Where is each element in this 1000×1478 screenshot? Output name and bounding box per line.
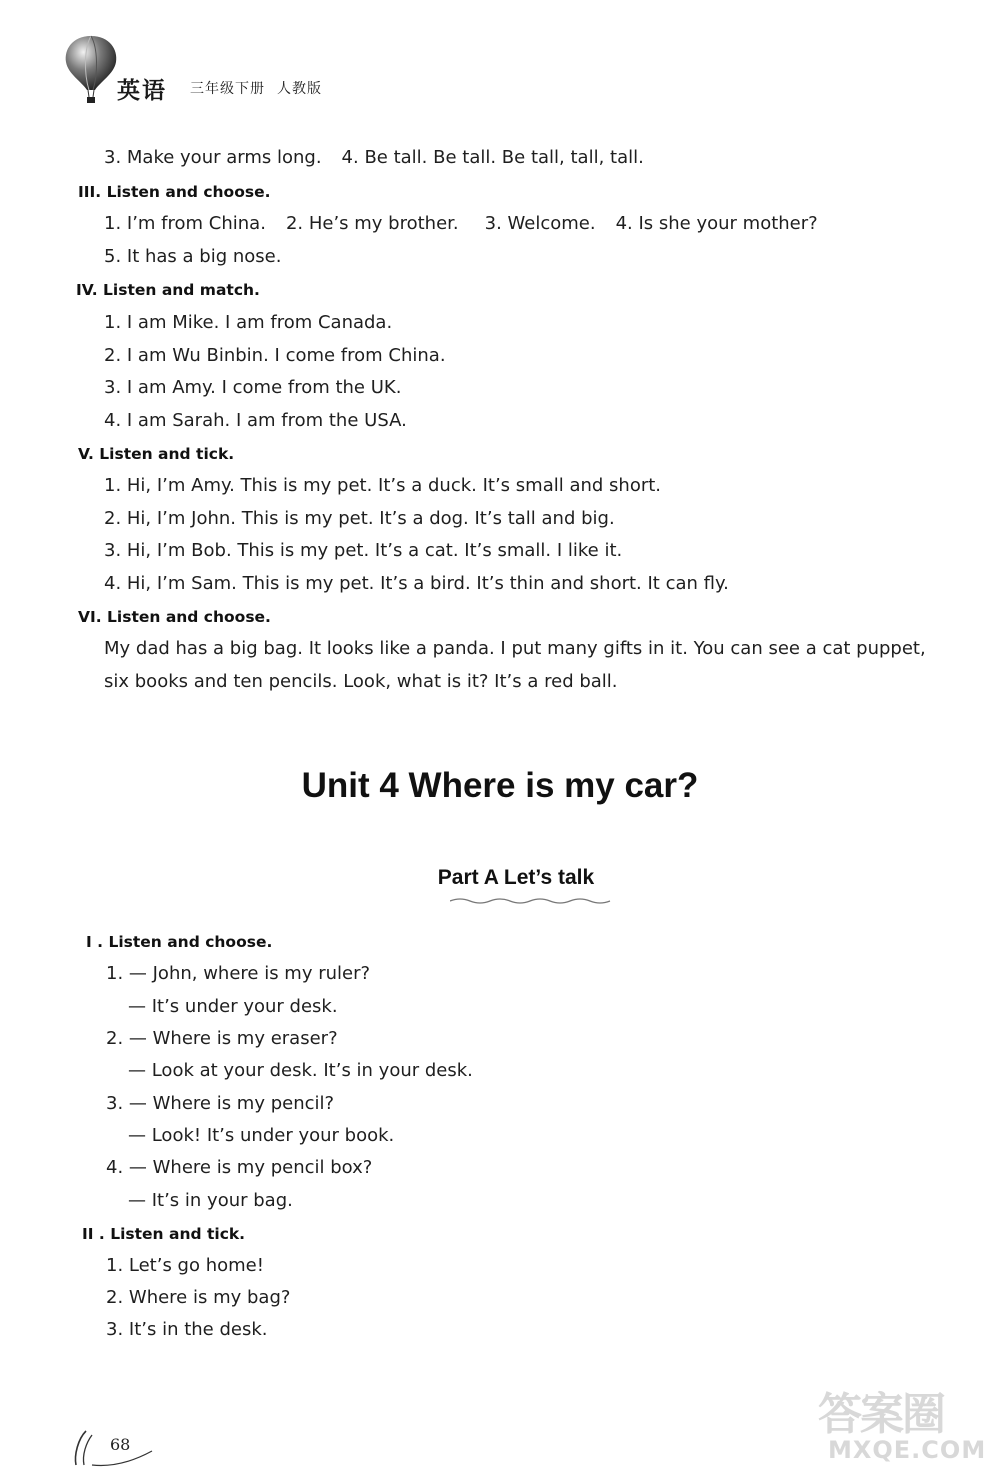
dialogue-line: — It’s under your desk. (128, 996, 338, 1017)
exercise-item: 4. Is she your mother? (615, 213, 818, 234)
exercise-line: 1. I am Mike. I am from Canada. (104, 312, 393, 333)
passage-line: six books and ten pencils. Look, what is it? It’s a red ball. (104, 671, 618, 692)
exercise-line: 1. Let’s go home! (106, 1255, 264, 1276)
exercise-item: 4. Be tall. Be tall. Be tall, tall, tall. (341, 147, 644, 168)
exercise-line: 4. I am Sarah. I am from the USA. (104, 410, 407, 431)
exercise-line: 3. I am Amy. I come from the UK. (104, 377, 402, 398)
exercise-line: 5. It has a big nose. (104, 246, 282, 267)
section-heading: III. Listen and choose. (78, 183, 271, 201)
exercise-line: 3. Hi, I’m Bob. This is my pet. It’s a cat. It’s small. I like it. (104, 540, 623, 561)
watermark-logo: 答案圈 (818, 1389, 944, 1440)
exercise-item: 3. Welcome. (484, 213, 596, 234)
dialogue-line: — Look! It’s under your book. (128, 1125, 395, 1146)
dialogue-line: 3. — Where is my pencil? (106, 1093, 335, 1114)
exercise-line (104, 212, 818, 236)
exercise-line: 2. Where is my bag? (106, 1287, 291, 1308)
exercise-item: 3. Make your arms long. (104, 147, 322, 168)
exercise-line: 1. Hi, I’m Amy. This is my pet. It’s a duck. It’s small and short. (104, 475, 662, 496)
exercise-line: 2. Hi, I’m John. This is my pet. It’s a dog. It’s tall and big. (104, 508, 615, 529)
section-heading: VI. Listen and choose. (78, 608, 271, 626)
section-heading: IV. Listen and match. (76, 281, 260, 299)
exercise-line: 4. Hi, I’m Sam. This is my pet. It’s a bird. It’s thin and short. It can fly. (104, 573, 729, 594)
section-heading: V. Listen and tick. (78, 445, 235, 463)
exercise-item: 2. He’s my brother. (285, 213, 459, 234)
grade-label: 三年级下册 (190, 81, 265, 97)
exercise-line (104, 146, 644, 170)
unit-title: Unit 4 Where is my car? (301, 766, 699, 805)
page-footer (70, 1425, 190, 1470)
exercise-line: 3. It’s in the desk. (106, 1319, 268, 1340)
subject-title: 英语 (117, 77, 167, 104)
page-number: 68 (110, 1435, 131, 1454)
dialogue-line: 2. — Where is my eraser? (106, 1028, 338, 1049)
decorative-underline (450, 896, 615, 906)
publisher-label: 人教版 (277, 81, 322, 97)
dialogue-line: 4. — Where is my pencil box? (106, 1157, 373, 1178)
watermark-url: MXQE.COM (828, 1436, 987, 1464)
hot-air-balloon-icon (62, 34, 120, 106)
passage-line: My dad has a big bag. It looks like a panda. I put many gifts in it. You can see a cat puppet, (104, 638, 926, 659)
part-title: Part A Let’s talk (437, 866, 595, 889)
watermark (808, 1378, 998, 1478)
page-header (62, 34, 462, 114)
exercise-line: 2. I am Wu Binbin. I come from China. (104, 345, 446, 366)
edition-label (190, 78, 322, 98)
dialogue-line: — Look at your desk. It’s in your desk. (128, 1060, 473, 1081)
dialogue-line: 1. — John, where is my ruler? (106, 963, 371, 984)
section-heading: II . Listen and tick. (82, 1225, 246, 1243)
exercise-item: 1. I’m from China. (104, 213, 266, 234)
dialogue-line: — It’s in your bag. (128, 1190, 293, 1211)
section-heading: I . Listen and choose. (86, 933, 273, 951)
